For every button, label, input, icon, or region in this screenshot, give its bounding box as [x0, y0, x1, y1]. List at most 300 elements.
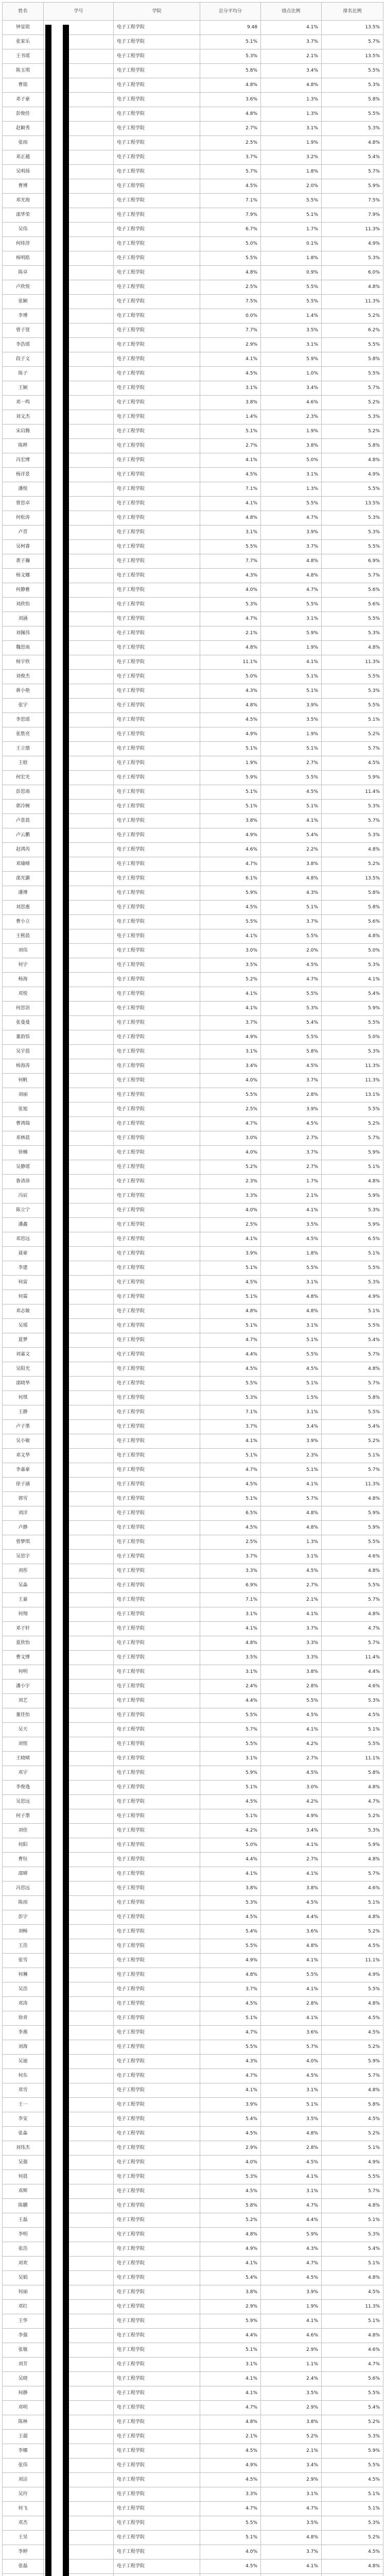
- cell-gpa: 2.7%: [261, 1579, 322, 1593]
- cell-rank: [322, 2574, 383, 2576]
- cell-name: 曾思卓: [3, 497, 44, 511]
- cell-college: 电子工程学院: [114, 1016, 200, 1030]
- cell-college: 电子工程学院: [114, 2213, 200, 2228]
- cell-rank: 4.5%: [322, 2026, 383, 2040]
- cell-rank: 4.8%: [322, 929, 383, 944]
- cell-gpa: 3.4%: [261, 1824, 322, 1838]
- cell-gpa: 5.5%: [261, 771, 322, 785]
- cell-rank: 5.3%: [322, 511, 383, 526]
- cell-name: 吴晓: [3, 2372, 44, 2386]
- cell-score: 4.8%: [200, 1304, 261, 1319]
- cell-gpa: 4.5%: [261, 1362, 322, 1377]
- cell-college: 电子工程学院: [114, 2011, 200, 2026]
- cell-gpa: 5.1%: [261, 742, 322, 756]
- cell-gpa: 5.5%: [261, 194, 322, 208]
- cell-name: 杨明皓: [3, 251, 44, 266]
- cell-score: 4.8%: [200, 266, 261, 280]
- cell-rank: 5.7%: [322, 1131, 383, 1146]
- cell-gpa: 4.1%: [261, 2170, 322, 2184]
- cell-college: 电子工程学院: [114, 1391, 200, 1405]
- cell-rank: 5.2%: [322, 2531, 383, 2545]
- cell-gpa: 3.9%: [261, 1434, 322, 1449]
- cell-score: 4.0%: [200, 2545, 261, 2560]
- cell-score: 4.0%: [200, 2156, 261, 2170]
- cell-name: 吴思远: [3, 1795, 44, 1809]
- cell-rank: 13.1%: [322, 1088, 383, 1103]
- cell-gpa: 3.1%: [261, 2184, 322, 2199]
- cell-score: 9.48: [200, 21, 261, 35]
- cell-rank: 5.5%: [322, 2386, 383, 2401]
- cell-score: 4.4%: [200, 1694, 261, 1708]
- cell-college: 电子工程学院: [114, 1218, 200, 1232]
- cell-rank: 5.7%: [322, 1463, 383, 1478]
- cell-gpa: 5.5%: [261, 1968, 322, 1982]
- cell-name: 刘畅: [3, 1925, 44, 1939]
- cell-gpa: 5.1%: [261, 208, 322, 223]
- cell-rank: 4.8%: [322, 1910, 383, 1925]
- cell-name: 曹铭: [3, 78, 44, 93]
- cell-score: 4.5%: [200, 2184, 261, 2199]
- cell-gpa: 5.1%: [261, 670, 322, 684]
- cell-gpa: 3.7%: [261, 2545, 322, 2560]
- cell-score: 5.4%: [200, 2112, 261, 2127]
- cell-score: 4.5%: [200, 2127, 261, 2141]
- cell-score: 3.0%: [200, 1131, 261, 1146]
- cell-college: 电子工程学院: [114, 1362, 200, 1377]
- cell-college: 电子工程学院: [114, 1348, 200, 1362]
- cell-score: 4.0%: [200, 1146, 261, 1160]
- cell-college: 电子工程学院: [114, 699, 200, 713]
- cell-score: 6.7%: [200, 223, 261, 237]
- cell-college: 电子工程学院: [114, 2040, 200, 2055]
- cell-rank: 5.3%: [322, 1824, 383, 1838]
- cell-rank: 5.7%: [322, 1636, 383, 1651]
- cell-score: 5.8%: [200, 64, 261, 78]
- cell-score: 3.0%: [200, 944, 261, 958]
- cell-gpa: 3.9%: [261, 526, 322, 540]
- cell-college: 电子工程学院: [114, 2372, 200, 2386]
- cell-college: 电子工程学院: [114, 511, 200, 526]
- cell-score: 3.1%: [200, 2358, 261, 2372]
- cell-name: 陈子: [3, 367, 44, 381]
- cell-name: 吴明扬: [3, 165, 44, 179]
- cell-name: 曹文博: [3, 1651, 44, 1665]
- cell-rank: 4.8%: [322, 1564, 383, 1579]
- cell-score: 3.1%: [200, 1665, 261, 1680]
- cell-college: 电子工程学院: [114, 569, 200, 583]
- cell-gpa: 1.8%: [261, 251, 322, 266]
- cell-rank: 4.7%: [322, 1622, 383, 1636]
- cell-name: 何帆: [3, 1074, 44, 1088]
- cell-score: 3.8%: [200, 2285, 261, 2300]
- cell-score: 3.8%: [200, 1882, 261, 1896]
- cell-rank: 5.5%: [322, 1982, 383, 1997]
- cell-rank: 5.5%: [322, 612, 383, 626]
- cell-name: 刘涵: [3, 612, 44, 626]
- cell-rank: 4.8%: [322, 280, 383, 295]
- cell-college: 电子工程学院: [114, 2314, 200, 2329]
- cell-college: 电子工程学院: [114, 1708, 200, 1723]
- cell-name: 冯思远: [3, 1882, 44, 1896]
- cell-gpa: 4.8%: [261, 872, 322, 886]
- header-college: 学院: [114, 3, 200, 21]
- cell-college: 电子工程学院: [114, 2228, 200, 2242]
- cell-name: 吴伟: [3, 223, 44, 237]
- cell-gpa: 4.5%: [261, 1564, 322, 1579]
- cell-name: 吴淼: [3, 1579, 44, 1593]
- cell-name: 邓子轩: [3, 1622, 44, 1636]
- cell-college: 电子工程学院: [114, 309, 200, 324]
- cell-college: 电子工程学院: [114, 1103, 200, 1117]
- cell-score: 3.1%: [200, 1045, 261, 1059]
- cell-gpa: 3.6%: [261, 1925, 322, 1939]
- cell-name: 郭冷婉: [3, 800, 44, 814]
- cell-gpa: 4.8%: [261, 78, 322, 93]
- cell-gpa: 3.8%: [261, 1882, 322, 1896]
- cell-gpa: 4.8%: [261, 1521, 322, 1535]
- cell-gpa: 3.1%: [261, 468, 322, 482]
- cell-name: 邓宇: [3, 1766, 44, 1781]
- cell-college: 电子工程学院: [114, 2242, 200, 2257]
- cell-rank: 5.1%: [322, 2213, 383, 2228]
- cell-name: 刘芳: [3, 2358, 44, 2372]
- cell-gpa: 3.7%: [261, 915, 322, 929]
- cell-college: 电子工程学院: [114, 2199, 200, 2213]
- cell-gpa: 5.2%: [261, 2430, 322, 2444]
- cell-college: 电子工程学院: [114, 2271, 200, 2285]
- cell-college: 电子工程学院: [114, 1910, 200, 1925]
- cell-college: 电子工程学院: [114, 2184, 200, 2199]
- cell-score: 5.1%: [200, 800, 261, 814]
- cell-rank: 5.6%: [322, 915, 383, 929]
- cell-score: 5.9%: [200, 2314, 261, 2329]
- cell-rank: 5.6%: [322, 2372, 383, 2386]
- cell-gpa: 4.6%: [261, 2329, 322, 2343]
- cell-college: 电子工程学院: [114, 1636, 200, 1651]
- cell-college: 电子工程学院: [114, 2257, 200, 2271]
- cell-gpa: 1.3%: [261, 482, 322, 497]
- cell-score: 4.1%: [200, 352, 261, 367]
- cell-rank: 5.7%: [322, 814, 383, 828]
- cell-score: 4.1%: [200, 1622, 261, 1636]
- cell-score: 5.5%: [200, 251, 261, 266]
- cell-gpa: 4.1%: [261, 1723, 322, 1737]
- cell-rank: 5.1%: [322, 1160, 383, 1175]
- cell-name: 何飞: [3, 2502, 44, 2516]
- cell-college: 电子工程学院: [114, 1766, 200, 1781]
- cell-name: 王昊: [3, 2531, 44, 2545]
- cell-rank: 5.9%: [322, 771, 383, 785]
- cell-rank: 4.8%: [322, 641, 383, 655]
- cell-rank: 4.6%: [322, 1882, 383, 1896]
- cell-gpa: 4.3%: [261, 886, 322, 901]
- cell-gpa: 2.8%: [261, 1680, 322, 1694]
- cell-name: 张家乐: [3, 35, 44, 49]
- cell-gpa: 3.1%: [261, 612, 322, 626]
- cell-gpa: 2.9%: [261, 2401, 322, 2415]
- cell-score: 3.5%: [200, 1651, 261, 1665]
- cell-gpa: 2.7%: [261, 1752, 322, 1766]
- cell-college: 电子工程学院: [114, 1434, 200, 1449]
- cell-score: 4.3%: [200, 2055, 261, 2069]
- cell-score: 4.3%: [200, 569, 261, 583]
- cell-name: 潘悦: [3, 482, 44, 497]
- cell-college: 电子工程学院: [114, 2300, 200, 2314]
- cell-college: 电子工程学院: [114, 1723, 200, 1737]
- cell-score: 4.8%: [200, 2228, 261, 2242]
- cell-gpa: 4.8%: [261, 2127, 322, 2141]
- cell-rank: 5.1%: [322, 2502, 383, 2516]
- cell-rank: 11.1%: [322, 1752, 383, 1766]
- cell-score: 4.7%: [200, 1333, 261, 1348]
- cell-rank: 5.9%: [322, 1146, 383, 1160]
- cell-score: 3.7%: [200, 1982, 261, 1997]
- cell-college: 电子工程学院: [114, 756, 200, 771]
- cell-rank: 5.3%: [322, 828, 383, 843]
- cell-college: 电子工程学院: [114, 2358, 200, 2372]
- cell-score: 3.1%: [200, 1752, 261, 1766]
- cell-gpa: 5.4%: [261, 828, 322, 843]
- cell-college: 电子工程学院: [114, 1838, 200, 1853]
- cell-gpa: 3.7%: [261, 1622, 322, 1636]
- cell-gpa: 1.3%: [261, 1535, 322, 1550]
- cell-gpa: 2.7%: [261, 1131, 322, 1146]
- cell-college: 电子工程学院: [114, 1982, 200, 1997]
- cell-name: 张旭: [3, 1103, 44, 1117]
- cell-name: 刘思惠: [3, 901, 44, 915]
- cell-rank: 5.5%: [322, 2170, 383, 2184]
- cell-rank: 5.7%: [322, 1867, 383, 1882]
- cell-rank: 5.3%: [322, 626, 383, 641]
- cell-score: 4.8%: [200, 78, 261, 93]
- cell-name: 张胜亮: [3, 727, 44, 742]
- cell-name: 邓杰: [3, 2516, 44, 2531]
- cell-score: 4.9%: [200, 828, 261, 843]
- cell-gpa: 2.2%: [261, 843, 322, 857]
- cell-name: 吴强: [3, 2156, 44, 2170]
- cell-rank: 5.4%: [322, 987, 383, 1002]
- cell-gpa: 2.7%: [261, 756, 322, 771]
- cell-college: 电子工程学院: [114, 136, 200, 150]
- cell-score: 3.8%: [200, 814, 261, 828]
- cell-college: 电子工程学院: [114, 1867, 200, 1882]
- cell-name: 刘洋: [3, 1506, 44, 1521]
- cell-rank: 4.6%: [322, 2343, 383, 2358]
- cell-rank: 5.3%: [322, 1204, 383, 1218]
- cell-college: 电子工程学院: [114, 713, 200, 727]
- cell-name: 刘丽: [3, 1088, 44, 1103]
- cell-name: 彭俊佳: [3, 107, 44, 122]
- cell-college: 电子工程学院: [114, 2473, 200, 2487]
- cell-rank: 5.5%: [322, 482, 383, 497]
- cell-name: 冯宏博: [3, 453, 44, 468]
- cell-college: 电子工程学院: [114, 2329, 200, 2343]
- cell-gpa: 1.3%: [261, 93, 322, 107]
- cell-name: 卢景晨: [3, 814, 44, 828]
- cell-college: 电子工程学院: [114, 583, 200, 598]
- cell-college: 电子工程学院: [114, 1896, 200, 1910]
- cell-rank: 5.7%: [322, 2184, 383, 2199]
- cell-rank: 5.8%: [322, 886, 383, 901]
- cell-score: 3.4%: [200, 1059, 261, 1074]
- cell-rank: 5.3%: [322, 958, 383, 973]
- cell-gpa: 3.5%: [261, 2112, 322, 2127]
- cell-gpa: 5.4%: [261, 1016, 322, 1030]
- cell-gpa: 4.1%: [261, 2011, 322, 2026]
- cell-name: 邓子豪: [3, 93, 44, 107]
- cell-college: 电子工程学院: [114, 1694, 200, 1708]
- cell-gpa: 0.9%: [261, 266, 322, 280]
- cell-college: 电子工程学院: [114, 886, 200, 901]
- cell-name: 何子墨: [3, 1809, 44, 1824]
- cell-rank: 5.1%: [322, 2257, 383, 2271]
- cell-gpa: 1.7%: [261, 1175, 322, 1189]
- cell-score: 4.5%: [200, 1276, 261, 1290]
- cell-score: 2.7%: [200, 439, 261, 453]
- cell-score: 5.5%: [200, 540, 261, 554]
- cell-name: 张颖: [3, 295, 44, 309]
- header-row: [3, 3, 383, 21]
- cell-score: 6.1%: [200, 872, 261, 886]
- cell-college: [114, 2574, 200, 2576]
- cell-name: 王晗: [3, 756, 44, 771]
- cell-name: 徐青: [3, 2011, 44, 2026]
- cell-college: 电子工程学院: [114, 2285, 200, 2300]
- cell-rank: 4.7%: [322, 1795, 383, 1809]
- cell-rank: 5.7%: [322, 1593, 383, 1607]
- cell-rank: 4.5%: [322, 2473, 383, 2487]
- cell-rank: 5.8%: [322, 439, 383, 453]
- cell-score: 4.1%: [200, 2372, 261, 2386]
- cell-score: 5.3%: [200, 598, 261, 612]
- cell-gpa: 3.5%: [261, 2516, 322, 2531]
- cell-score: 3.7%: [200, 1420, 261, 1434]
- cell-rank: 5.9%: [322, 179, 383, 194]
- cell-rank: 5.9%: [322, 1838, 383, 1853]
- cell-score: 4.5%: [200, 179, 261, 194]
- cell-name: 吴柯睿: [3, 540, 44, 554]
- cell-name: 何霖: [3, 1290, 44, 1304]
- cell-name: 邓光海: [3, 194, 44, 208]
- cell-rank: 5.4%: [322, 1333, 383, 1348]
- cell-name: 何明: [3, 1665, 44, 1680]
- cell-college: 电子工程学院: [114, 194, 200, 208]
- cell-gpa: 5.5%: [261, 1030, 322, 1045]
- cell-rank: 5.3%: [322, 410, 383, 425]
- cell-gpa: 2.1%: [261, 1593, 322, 1607]
- cell-score: [200, 2574, 261, 2576]
- cell-college: 电子工程学院: [114, 251, 200, 266]
- cell-score: 4.7%: [200, 857, 261, 872]
- cell-gpa: 3.7%: [261, 35, 322, 49]
- cell-score: 5.1%: [200, 425, 261, 439]
- cell-name: 刘嘉文: [3, 1348, 44, 1362]
- cell-gpa: 3.7%: [261, 1074, 322, 1088]
- cell-college: 电子工程学院: [114, 2516, 200, 2531]
- cell-rank: 11.3%: [322, 2300, 383, 2314]
- cell-score: 4.8%: [200, 1636, 261, 1651]
- cell-name: 邓文华: [3, 1449, 44, 1463]
- cell-college: 电子工程学院: [114, 1146, 200, 1160]
- cell-score: 4.5%: [200, 367, 261, 381]
- cell-gpa: 3.9%: [261, 699, 322, 713]
- cell-score: 5.0%: [200, 237, 261, 251]
- cell-college: 电子工程学院: [114, 468, 200, 482]
- cell-gpa: 2.8%: [261, 1088, 322, 1103]
- cell-college: 电子工程学院: [114, 223, 200, 237]
- cell-college: 电子工程学院: [114, 1304, 200, 1319]
- cell-gpa: 3.6%: [261, 2026, 322, 2040]
- cell-college: 电子工程学院: [114, 2156, 200, 2170]
- cell-college: 电子工程学院: [114, 35, 200, 49]
- cell-college: 电子工程学院: [114, 1593, 200, 1607]
- cell-name: 何炜淳: [3, 237, 44, 251]
- cell-college: 电子工程学院: [114, 1752, 200, 1766]
- cell-college: 电子工程学院: [114, 425, 200, 439]
- cell-college: 电子工程学院: [114, 2069, 200, 2083]
- cell-name: 邵晓华: [3, 1377, 44, 1391]
- cell-name: 刘欢: [3, 2257, 44, 2271]
- cell-rank: 4.8%: [322, 1781, 383, 1795]
- cell-score: 4.4%: [200, 1853, 261, 1867]
- cell-college: 电子工程学院: [114, 2487, 200, 2502]
- cell-college: 电子工程学院: [114, 1059, 200, 1074]
- cell-gpa: 2.9%: [261, 2343, 322, 2358]
- cell-college: 电子工程学院: [114, 208, 200, 223]
- cell-name: 卢静: [3, 1521, 44, 1535]
- cell-name: 潘小宇: [3, 1680, 44, 1694]
- cell-rank: 5.1%: [322, 1896, 383, 1910]
- cell-score: 4.0%: [200, 1074, 261, 1088]
- cell-gpa: 3.5%: [261, 324, 322, 338]
- cell-name: 刘伟杰: [3, 2141, 44, 2156]
- cell-college: 电子工程学院: [114, 1002, 200, 1016]
- cell-name: 王立德: [3, 742, 44, 756]
- cell-college: 电子工程学院: [114, 1737, 200, 1752]
- cell-gpa: 5.5%: [261, 1261, 322, 1276]
- cell-rank: 5.2%: [322, 2127, 383, 2141]
- cell-score: 5.7%: [200, 165, 261, 179]
- cell-score: 2.5%: [200, 280, 261, 295]
- cell-college: 电子工程学院: [114, 771, 200, 785]
- cell-score: 5.5%: [200, 915, 261, 929]
- cell-rank: 5.7%: [322, 35, 383, 49]
- cell-score: 3.6%: [200, 93, 261, 107]
- cell-name: 王一: [3, 2098, 44, 2112]
- cell-college: 电子工程学院: [114, 1564, 200, 1579]
- cell-gpa: 3.1%: [261, 1276, 322, 1290]
- cell-college: 电子工程学院: [114, 2026, 200, 2040]
- cell-gpa: 2.1%: [261, 1189, 322, 1204]
- cell-gpa: 5.7%: [261, 2040, 322, 2055]
- cell-score: 5.5%: [200, 2040, 261, 2055]
- cell-rank: 11.1%: [322, 1954, 383, 1968]
- cell-rank: 5.1%: [322, 713, 383, 727]
- cell-rank: 4.9%: [322, 1968, 383, 1982]
- cell-score: 5.1%: [200, 35, 261, 49]
- cell-score: 4.9%: [200, 1030, 261, 1045]
- cell-name: 曾子贤: [3, 324, 44, 338]
- cell-college: 电子工程学院: [114, 2127, 200, 2141]
- cell-gpa: 1.9%: [261, 2300, 322, 2314]
- cell-name: 邓志敏: [3, 1304, 44, 1319]
- cell-name: 吴浩: [3, 1982, 44, 1997]
- cell-name: 李安: [3, 2112, 44, 2127]
- cell-gpa: 1.9%: [261, 425, 322, 439]
- cell-rank: 5.3%: [322, 2228, 383, 2242]
- cell-college: 电子工程学院: [114, 2098, 200, 2112]
- cell-score: 5.5%: [200, 1708, 261, 1723]
